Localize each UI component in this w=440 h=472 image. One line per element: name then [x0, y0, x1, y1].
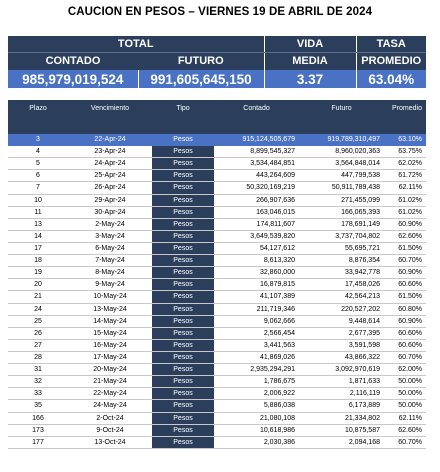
- tipo-cell: Pesos: [152, 158, 214, 170]
- futuro-cell: 8,960,020,363: [299, 146, 384, 158]
- futuro-cell: 1,871,633: [299, 376, 384, 388]
- promedio-cell: 60.90%: [384, 218, 426, 230]
- promedio-cell: 50.00%: [384, 388, 426, 400]
- plazo-cell: 31: [8, 364, 68, 376]
- plazo-cell: 6: [8, 170, 68, 182]
- table-row: [8, 146, 426, 158]
- vencimiento-cell: 22-May-24: [68, 388, 152, 400]
- vencimiento-cell: 21-May-24: [68, 376, 152, 388]
- contado-cell: 54,127,612: [214, 242, 299, 254]
- contado-cell: 21,080,108: [214, 412, 299, 424]
- futuro-cell: 10,875,587: [299, 424, 384, 436]
- promedio-cell: 62.02%: [384, 158, 426, 170]
- tipo-cell: Pesos: [152, 291, 214, 303]
- vencimiento-cell: 8-May-24: [68, 267, 152, 279]
- promedio-cell: 60.70%: [384, 436, 426, 448]
- tipo-cell: Pesos: [152, 412, 214, 424]
- futuro-cell: 55,695,721: [299, 242, 384, 254]
- col-header-contado: Contado: [214, 100, 299, 134]
- plazo-cell: 33: [8, 388, 68, 400]
- table-row: [8, 279, 426, 291]
- futuro-cell: 3,092,970,619: [299, 364, 384, 376]
- plazo-cell: 3: [8, 134, 68, 146]
- plazo-cell: 35: [8, 400, 68, 412]
- tipo-cell: Pesos: [152, 327, 214, 339]
- promedio-cell: 62.00%: [384, 364, 426, 376]
- table-row: [8, 424, 426, 436]
- table-row: [8, 194, 426, 206]
- plazo-cell: 21: [8, 291, 68, 303]
- promedio-cell: 62.60%: [384, 230, 426, 242]
- contado-cell: 32,860,000: [214, 267, 299, 279]
- col-header-vencimiento: Vencimiento: [68, 100, 152, 134]
- plazo-cell: 11: [8, 206, 68, 218]
- tipo-cell: Pesos: [152, 364, 214, 376]
- promedio-cell: 60.60%: [384, 327, 426, 339]
- futuro-cell: 3,591,598: [299, 339, 384, 351]
- vencimiento-cell: 2-Oct-24: [68, 412, 152, 424]
- contado-header: CONTADO: [8, 53, 138, 70]
- plazo-cell: 10: [8, 194, 68, 206]
- contado-cell: 443,264,609: [214, 170, 299, 182]
- vencimiento-cell: 20-May-24: [68, 364, 152, 376]
- vencimiento-cell: 22-Apr-24: [68, 134, 152, 146]
- vencimiento-cell: 2-May-24: [68, 218, 152, 230]
- futuro-cell: 919,789,310,497: [299, 134, 384, 146]
- contado-cell: 174,811,607: [214, 218, 299, 230]
- futuro-cell: 166,065,393: [299, 206, 384, 218]
- table-row: [8, 388, 426, 400]
- contado-cell: 3,534,484,851: [214, 158, 299, 170]
- futuro-cell: 8,876,354: [299, 255, 384, 267]
- contado-cell: 266,907,636: [214, 194, 299, 206]
- vencimiento-cell: 26-Apr-24: [68, 182, 152, 194]
- promedio-cell: 60.60%: [384, 279, 426, 291]
- table-row: [8, 351, 426, 363]
- table-row: [8, 182, 426, 194]
- contado-cell: 2,030,386: [214, 436, 299, 448]
- promedio-cell: 61.02%: [384, 206, 426, 218]
- promedio-cell: 62.11%: [384, 412, 426, 424]
- tasa-value: 63.04%: [356, 70, 426, 89]
- tipo-cell: Pesos: [152, 279, 214, 291]
- table-row: [8, 339, 426, 351]
- col-header-futuro: Futuro: [299, 100, 384, 134]
- futuro-cell: 3,564,848,014: [299, 158, 384, 170]
- contado-cell: 163,046,015: [214, 206, 299, 218]
- futuro-cell: 17,458,026: [299, 279, 384, 291]
- vencimiento-cell: 10-May-24: [68, 291, 152, 303]
- contado-cell: 50,320,169,219: [214, 182, 299, 194]
- tipo-cell: Pesos: [152, 255, 214, 267]
- vencimiento-cell: 17-May-24: [68, 351, 152, 363]
- contado-cell: 3,649,539,820: [214, 230, 299, 242]
- vida-value: 3.37: [264, 70, 356, 89]
- futuro-cell: 3,737,704,802: [299, 230, 384, 242]
- summary-table: [8, 36, 426, 88]
- tipo-cell: Pesos: [152, 182, 214, 194]
- futuro-cell: 2,094,168: [299, 436, 384, 448]
- plazo-cell: 20: [8, 279, 68, 291]
- contado-cell: 211,719,346: [214, 303, 299, 315]
- caucion-detail-table: [8, 100, 426, 449]
- plazo-cell: 14: [8, 230, 68, 242]
- plazo-cell: 7: [8, 182, 68, 194]
- table-row: [8, 412, 426, 424]
- table-row: [8, 170, 426, 182]
- vencimiento-cell: 13-May-24: [68, 303, 152, 315]
- col-header-tipo: Tipo: [152, 100, 214, 134]
- vencimiento-cell: 3-May-24: [68, 230, 152, 242]
- vencimiento-cell: 30-Apr-24: [68, 206, 152, 218]
- promedio-cell: 60.80%: [384, 303, 426, 315]
- vida-header-line1: VIDA: [264, 36, 356, 53]
- futuro-cell: 33,942,778: [299, 267, 384, 279]
- promedio-cell: 62.11%: [384, 182, 426, 194]
- futuro-cell: 21,334,802: [299, 412, 384, 424]
- vencimiento-cell: 16-May-24: [68, 339, 152, 351]
- table-row: [8, 218, 426, 230]
- contado-cell: 915,124,505,679: [214, 134, 299, 146]
- tipo-cell: Pesos: [152, 230, 214, 242]
- futuro-cell: 271,455,099: [299, 194, 384, 206]
- vencimiento-cell: 15-May-24: [68, 327, 152, 339]
- promedio-cell: 60.70%: [384, 351, 426, 363]
- contado-cell: 41,107,389: [214, 291, 299, 303]
- tipo-cell: Pesos: [152, 376, 214, 388]
- contado-cell: 41,869,026: [214, 351, 299, 363]
- vencimiento-cell: 29-Apr-24: [68, 194, 152, 206]
- contado-cell: 8,613,320: [214, 255, 299, 267]
- plazo-cell: 24: [8, 303, 68, 315]
- futuro-cell: 178,691,149: [299, 218, 384, 230]
- contado-cell: 2,566,454: [214, 327, 299, 339]
- table-row: [8, 400, 426, 412]
- table-row: [8, 255, 426, 267]
- table-row: [8, 206, 426, 218]
- table-row: [8, 436, 426, 448]
- contado-cell: 8,899,545,327: [214, 146, 299, 158]
- total-header: TOTAL: [8, 36, 264, 53]
- table-row: [8, 291, 426, 303]
- table-row: [8, 134, 426, 146]
- vida-header-line2: MEDIA: [264, 53, 356, 70]
- vencimiento-cell: 6-May-24: [68, 242, 152, 254]
- tipo-cell: Pesos: [152, 267, 214, 279]
- tipo-cell: Pesos: [152, 424, 214, 436]
- contado-cell: 2,935,294,291: [214, 364, 299, 376]
- futuro-cell: 447,799,538: [299, 170, 384, 182]
- plazo-cell: 13: [8, 218, 68, 230]
- promedio-cell: 61.72%: [384, 170, 426, 182]
- tipo-cell: Pesos: [152, 146, 214, 158]
- vencimiento-cell: 7-May-24: [68, 255, 152, 267]
- contado-cell: 2,006,922: [214, 388, 299, 400]
- tipo-cell: Pesos: [152, 400, 214, 412]
- futuro-cell: 2,677,395: [299, 327, 384, 339]
- contado-cell: 9,062,666: [214, 315, 299, 327]
- promedio-cell: 61.02%: [384, 194, 426, 206]
- promedio-cell: 62.60%: [384, 424, 426, 436]
- plazo-cell: 4: [8, 146, 68, 158]
- tipo-cell: Pesos: [152, 315, 214, 327]
- futuro-cell: 2,116,119: [299, 388, 384, 400]
- promedio-cell: 63.10%: [384, 134, 426, 146]
- futuro-value: 991,605,645,150: [138, 70, 264, 89]
- contado-cell: 5,886,038: [214, 400, 299, 412]
- promedio-cell: 50.00%: [384, 376, 426, 388]
- tipo-cell: Pesos: [152, 303, 214, 315]
- plazo-cell: 32: [8, 376, 68, 388]
- futuro-cell: 6,173,889: [299, 400, 384, 412]
- vencimiento-cell: 13-Oct-24: [68, 436, 152, 448]
- table-row: [8, 242, 426, 254]
- plazo-cell: 26: [8, 327, 68, 339]
- promedio-cell: 60.60%: [384, 339, 426, 351]
- table-row: [8, 315, 426, 327]
- tipo-cell: Pesos: [152, 242, 214, 254]
- table-row: [8, 364, 426, 376]
- futuro-cell: 50,911,789,438: [299, 182, 384, 194]
- vencimiento-cell: 9-Oct-24: [68, 424, 152, 436]
- tipo-cell: Pesos: [152, 206, 214, 218]
- vencimiento-cell: 25-Apr-24: [68, 170, 152, 182]
- tipo-cell: Pesos: [152, 339, 214, 351]
- vencimiento-cell: 14-May-24: [68, 315, 152, 327]
- plazo-cell: 5: [8, 158, 68, 170]
- plazo-cell: 28: [8, 351, 68, 363]
- promedio-cell: 50.00%: [384, 400, 426, 412]
- page-title: CAUCION EN PESOS – VIERNES 19 DE ABRIL DE 2024: [67, 6, 373, 18]
- vencimiento-cell: 24-Apr-24: [68, 158, 152, 170]
- vencimiento-cell: 9-May-24: [68, 279, 152, 291]
- contado-cell: 3,441,563: [214, 339, 299, 351]
- table-row: [8, 376, 426, 388]
- plazo-cell: 173: [8, 424, 68, 436]
- plazo-cell: 166: [8, 412, 68, 424]
- futuro-header: FUTURO: [138, 53, 264, 70]
- tipo-cell: Pesos: [152, 170, 214, 182]
- futuro-cell: 42,564,213: [299, 291, 384, 303]
- futuro-cell: 220,527,202: [299, 303, 384, 315]
- table-row: [8, 267, 426, 279]
- plazo-cell: 25: [8, 315, 68, 327]
- tipo-cell: Pesos: [152, 194, 214, 206]
- contado-cell: 1,786,675: [214, 376, 299, 388]
- promedio-cell: 60.70%: [384, 255, 426, 267]
- tipo-cell: Pesos: [152, 436, 214, 448]
- tipo-cell: Pesos: [152, 388, 214, 400]
- promedio-cell: 61.50%: [384, 242, 426, 254]
- plazo-cell: 17: [8, 242, 68, 254]
- promedio-cell: 60.90%: [384, 315, 426, 327]
- table-row: [8, 303, 426, 315]
- promedio-cell: 63.75%: [384, 146, 426, 158]
- table-row: [8, 158, 426, 170]
- plazo-cell: 19: [8, 267, 68, 279]
- table-body: [8, 134, 426, 448]
- tasa-header-line2: PROMEDIO: [356, 53, 426, 70]
- plazo-cell: 18: [8, 255, 68, 267]
- tipo-cell: Pesos: [152, 218, 214, 230]
- plazo-cell: 27: [8, 339, 68, 351]
- col-header-plazo: Plazo: [8, 100, 68, 134]
- tipo-cell: Pesos: [152, 351, 214, 363]
- vencimiento-cell: 23-Apr-24: [68, 146, 152, 158]
- tipo-cell: Pesos: [152, 134, 214, 146]
- contado-cell: 10,618,986: [214, 424, 299, 436]
- tasa-header-line1: TASA: [356, 36, 426, 53]
- table-row: [8, 230, 426, 242]
- contado-cell: 16,879,815: [214, 279, 299, 291]
- col-header-promedio: Promedio: [384, 100, 426, 134]
- vencimiento-cell: 24-May-24: [68, 400, 152, 412]
- futuro-cell: 9,448,614: [299, 315, 384, 327]
- futuro-cell: 43,866,322: [299, 351, 384, 363]
- table-row: [8, 327, 426, 339]
- promedio-cell: 61.50%: [384, 291, 426, 303]
- contado-value: 985,979,019,524: [8, 70, 138, 89]
- plazo-cell: 177: [8, 436, 68, 448]
- promedio-cell: 60.90%: [384, 267, 426, 279]
